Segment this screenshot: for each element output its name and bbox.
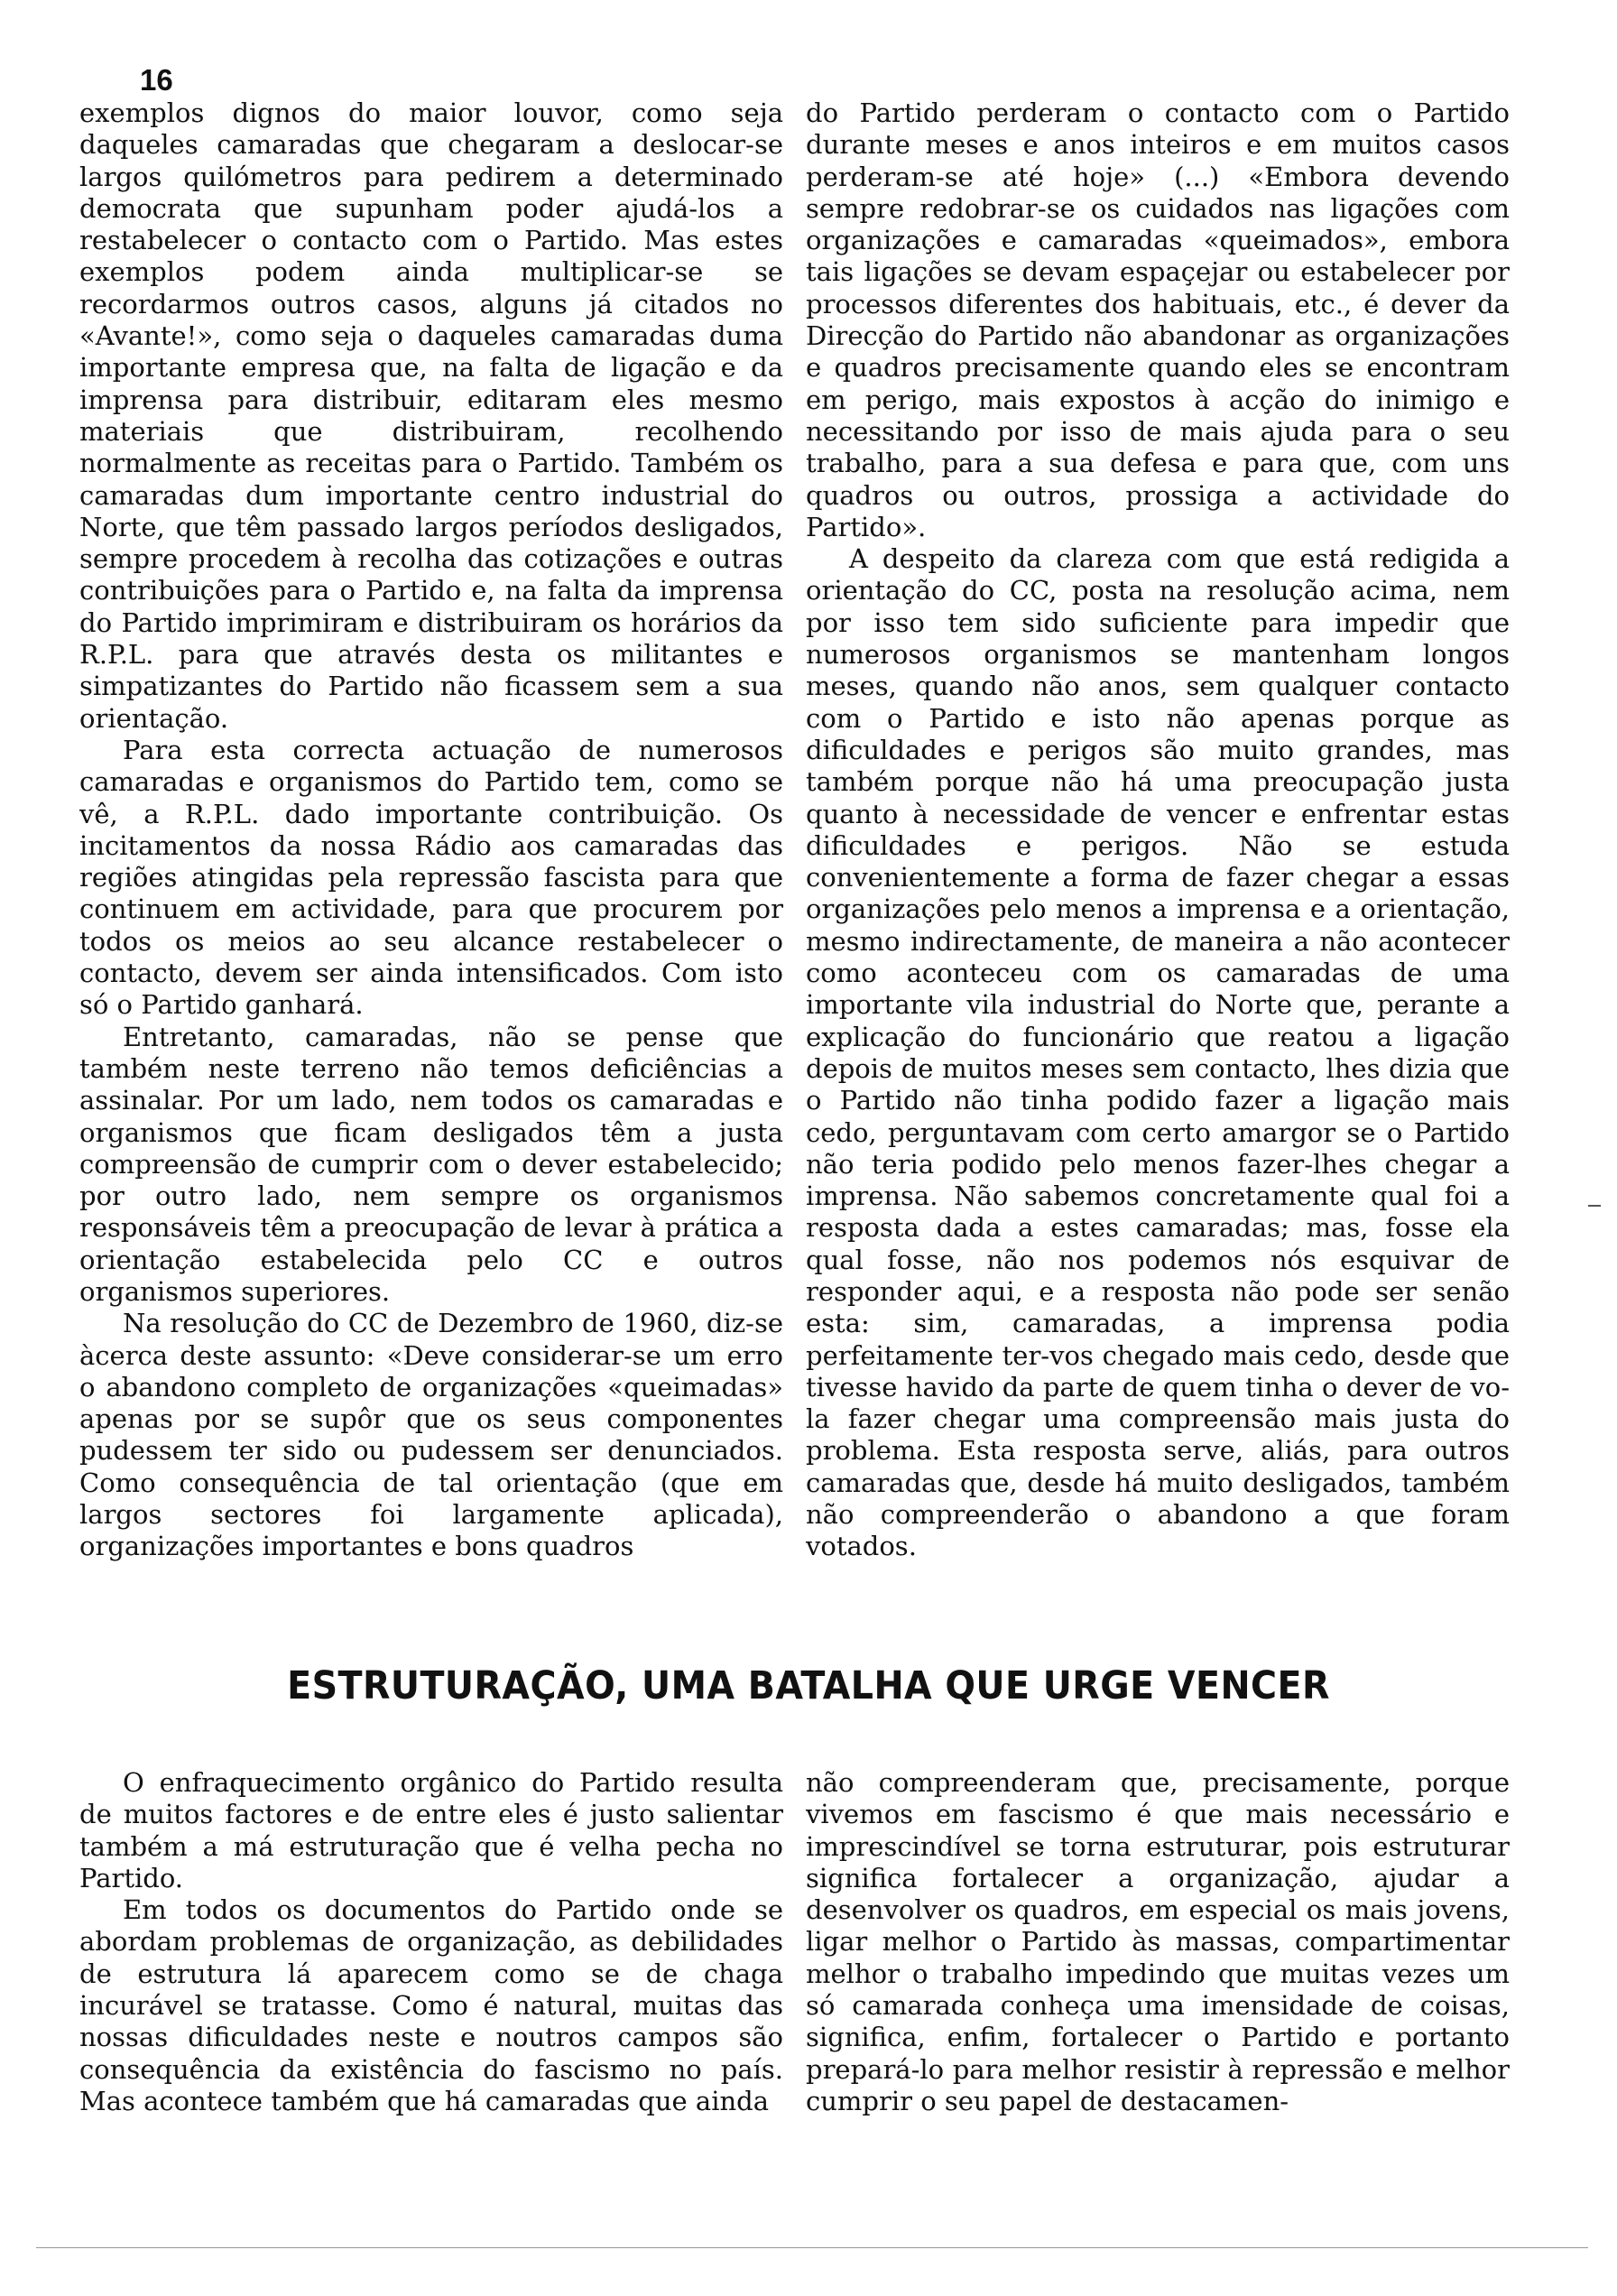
section-heading: ESTRUTURAÇÃO, UMA BATALHA QUE URGE VENCER: [287, 1663, 1330, 1708]
paragraph: Para esta correcta actuação de numerosos camaradas e organismos do Partido tem, como se vê, a R.P.L. dado importante contribuição. Os incitamentos da nossa Rádio aos camaradas das regiões atingidas pela repressão fascista para que continuem em actividade, para que procurem por todos os meios ao seu alcance restabelecer o contacto, devem ser ainda intensificados. Com isto só o Partido ganhará.: [79, 734, 783, 1021]
paragraph: Entretanto, camaradas, não se pense que também neste terreno não temos deficiências a assinalar. Por um lado, nem todos os camaradas e organismos que ficam desligados têm a justa compreensão de cumprir com o dever estabelecido; por outro lado, nem sempre os organismos responsáveis têm a preocupação de levar à prática a orientação estabelecida pelo CC e outros organismos superiores.: [79, 1021, 783, 1307]
bottom-right-column: [806, 1767, 1510, 2117]
paragraph: O enfraquecimento orgânico do Partido resulta de muitos factores e de entre eles é justo salientar também a má estruturação que é velha pecha no Partido.: [79, 1767, 783, 1893]
paragraph: exemplos dignos do maior louvor, como seja daqueles camaradas que chegaram a deslocar-se largos quilómetros para pedirem a determinado democrata que supunham poder ajudá-los a restabelecer o contacto com o Partido. Mas estes exemplos podem ainda multiplicar-se se recordarmos outros casos, alguns já citados no «Avante!», como seja o daqueles camaradas duma importante empresa que, na falta de ligação e da imprensa para distribuir, editaram eles mesmo materiais que distribuiram, recolhendo normalmente as receitas para o Partido. Também os camaradas dum importante centro industrial do Norte, que têm passado largos períodos desligados, sempre procedem à recolha das cotizações e outras contribuições para o Partido e, na falta da imprensa do Partido imprimiram e distribuiram os horários da R.P.L. para que através desta os militantes e simpatizantes do Partido não ficassem sem a sua orientação.: [79, 97, 783, 734]
bottom-left-column: [79, 1767, 783, 2117]
bottom-rule: [36, 2247, 1588, 2248]
paragraph: do Partido perderam o contacto com o Partido durante meses e anos inteiros e em muitos casos perderam-se até hoje» (...) «Embora devendo sempre redobrar-se os cuidados nas ligações com organizações e camaradas «queimados», embora tais ligações se devam espaçejar ou estabelecer por processos diferentes dos habituais, etc., é dever da Direcção do Partido não abandonar as organizações e quadros precisamente quando eles se encontram em perigo, mais expostos à acção do inimigo e necessitando por isso de mais ajuda para o seu trabalho, para a sua defesa e para que, com uns quadros ou outros, prossiga a actividade do Partido».: [806, 97, 1510, 542]
paragraph: Em todos os documentos do Partido onde se abordam problemas de organização, as debilidades de estrutura lá aparecem como se de chaga incurável se tratasse. Como é natural, muitas das nossas dificuldades neste e noutros campos são consequência da existência do fascismo no país. Mas acontece também que há camaradas que ainda: [79, 1894, 783, 2116]
top-right-column: [806, 97, 1510, 1563]
page-number: 16: [140, 63, 173, 97]
top-left-column: [79, 97, 783, 1563]
margin-mark: [1588, 1205, 1601, 1207]
paragraph: não compreenderam que, precisamente, porque vivemos em fascismo é que mais necessário e imprescindível se torna estruturar, pois estruturar significa fortalecer a organização, ajudar a desenvolver os quadros, em especial os mais jovens, ligar melhor o Partido às massas, compartimentar melhor o trabalho impedindo que muitas vezes um só camarada conheça uma imensidade de coisas, significa, enfim, fortalecer o Partido e portanto prepará-lo para melhor resistir à repressão e melhor cumprir o seu papel de destacamen-: [806, 1767, 1510, 2116]
paragraph: Na resolução do CC de Dezembro de 1960, diz-se àcerca deste assunto: «Deve considerar-se um erro o abandono completo de organizações «queimadas» apenas por se supôr que os seus componentes pudessem ter sido ou pudessem ser denunciados. Como consequência de tal orientação (que em largos sectores foi largamente aplicada), organizações importantes e bons quadros: [79, 1308, 783, 1562]
paragraph: A despeito da clareza com que está redigida a orientação do CC, posta na resolução acima, nem por isso tem sido suficiente para impedir que numerosos organismos se mantenham longos meses, quando não anos, sem qualquer contacto com o Partido e isto não apenas porque as dificuldades e perigos são muito grandes, mas também porque não há uma preocupação justa quanto à necessidade de vencer e enfrentar estas dificuldades e perigos. Não se estuda convenientemente a forma de fazer chegar a essas organizações pelo menos a imprensa e a orientação, mesmo indirectamente, de maneira a não acontecer como aconteceu com os camaradas de uma importante vila industrial do Norte que, perante a explicação do funcionário que reatou a ligação depois de muitos meses sem contacto, lhes dizia que o Partido não tinha podido fazer a ligação mais cedo, perguntavam com certo amargor se o Partido não teria podido pelo menos fazer-lhes chegar a imprensa. Não sabemos concretamente qual foi a resposta dada a estes camaradas; mas, fosse ela qual fosse, não nos podemos nós esquivar de responder aqui, e a resposta não pode ser senão esta: sim, camaradas, a imprensa podia perfeitamente ter-vos chegado mais cedo, desde que tivesse havido da parte de quem tinha o dever de vo-la fazer chegar uma compreensão mais justa do problema. Esta resposta serve, aliás, para outros camaradas que, desde há muito desligados, também não compreenderão o abandono a que foram votados.: [806, 543, 1510, 1562]
